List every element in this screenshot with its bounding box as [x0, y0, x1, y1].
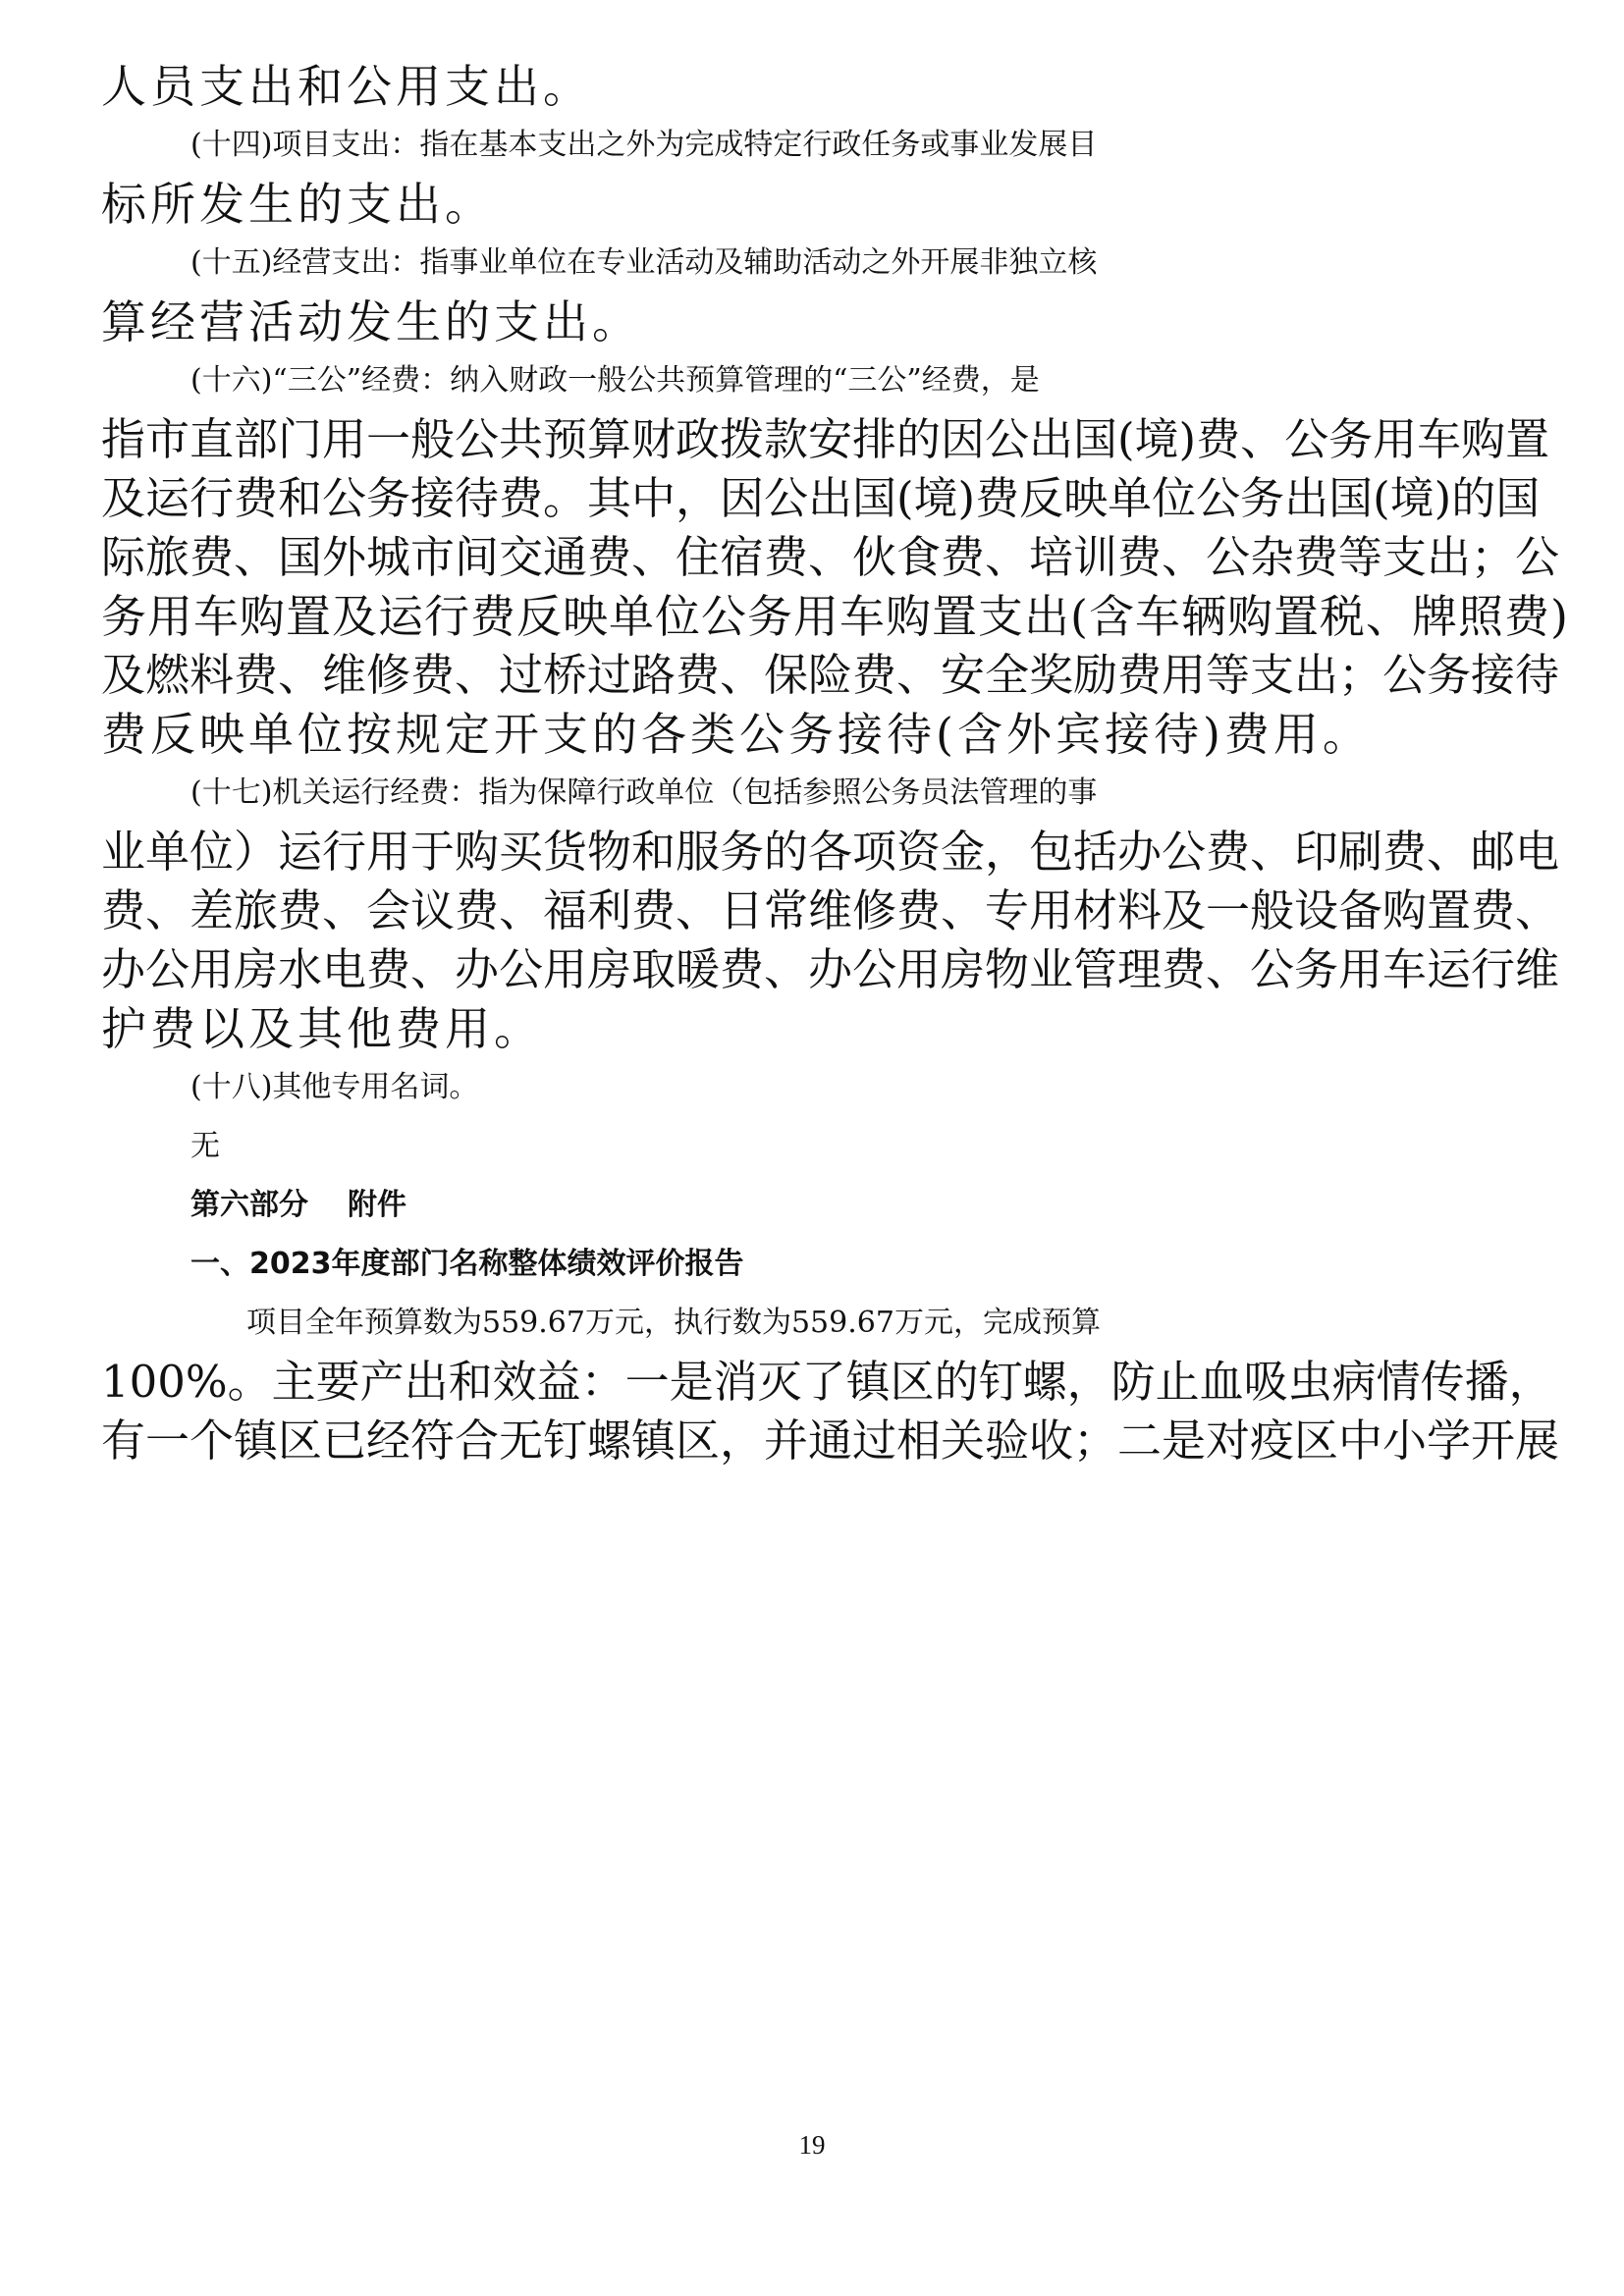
- text-line: 务用车购置及运行费反映单位公务用车购置支出(含车辆购置税、牌照费): [101, 590, 1569, 643]
- text-line: (十四)项目支出：指在基本支出之外为完成特定行政任务或事业发展目: [190, 128, 1098, 162]
- text-line: 护费以及其他费用。: [101, 1002, 543, 1055]
- text-line: 费反映单位按规定开支的各类公务接待(含外宾接待)费用。: [101, 708, 1372, 761]
- text-line: 业单位）运行用于购买货物和服务的各项资金，包括办公费、印刷费、邮电: [101, 826, 1560, 878]
- report-heading: 一、2023年度部门名称整体绩效评价报告: [190, 1247, 744, 1281]
- text-line: 指市直部门用一般公共预算财政拨款安排的因公出国(境)费、公务用车购置: [101, 413, 1550, 465]
- text-line: 算经营活动发生的支出。: [101, 295, 641, 348]
- text-line: 无: [190, 1129, 220, 1163]
- text-line: (十七)机关运行经费：指为保障行政单位（包括参照公务员法管理的事: [190, 775, 1098, 810]
- page-number: 19: [798, 2130, 826, 2160]
- part-label: 第六部分: [190, 1188, 308, 1222]
- part-title: 附件: [348, 1188, 406, 1222]
- text-line: 际旅费、国外城市间交通费、住宿费、伙食费、培训费、公杂费等支出；公: [101, 531, 1560, 583]
- text-line: 人员支出和公用支出。: [101, 60, 592, 113]
- text-line: 及燃料费、维修费、过桥过路费、保险费、安全奖励费用等支出；公务接待: [101, 649, 1560, 701]
- text-line: 项目全年预算数为559.67万元，执行数为559.67万元，完成预算: [246, 1306, 1101, 1340]
- text-line: 100%。主要产出和效益：一是消灭了镇区的钉螺，防止血吸虫病情传播，: [101, 1356, 1553, 1408]
- section-heading: [190, 1176, 1624, 1235]
- text-line: 费、差旅费、会议费、福利费、日常维修费、专用材料及一般设备购置费、: [101, 884, 1560, 936]
- text-line: 标所发生的支出。: [101, 178, 494, 231]
- text-line: 有一个镇区已经符合无钉螺镇区，并通过相关验收；二是对疫区中小学开展: [101, 1415, 1560, 1467]
- text-line: 办公用房水电费、办公用房取暖费、办公用房物业管理费、公务用车运行维: [101, 943, 1560, 995]
- text-line: 及运行费和公务接待费。其中，因公出国(境)费反映单位公务出国(境)的国: [101, 472, 1541, 524]
- text-line: (十五)经营支出：指事业单位在专业活动及辅助活动之外开展非独立核: [190, 245, 1098, 280]
- text-line: (十八)其他专用名词。: [190, 1070, 479, 1104]
- text-line: (十六)“三公”经费：纳入财政一般公共预算管理的“三公”经费，是: [190, 363, 1040, 398]
